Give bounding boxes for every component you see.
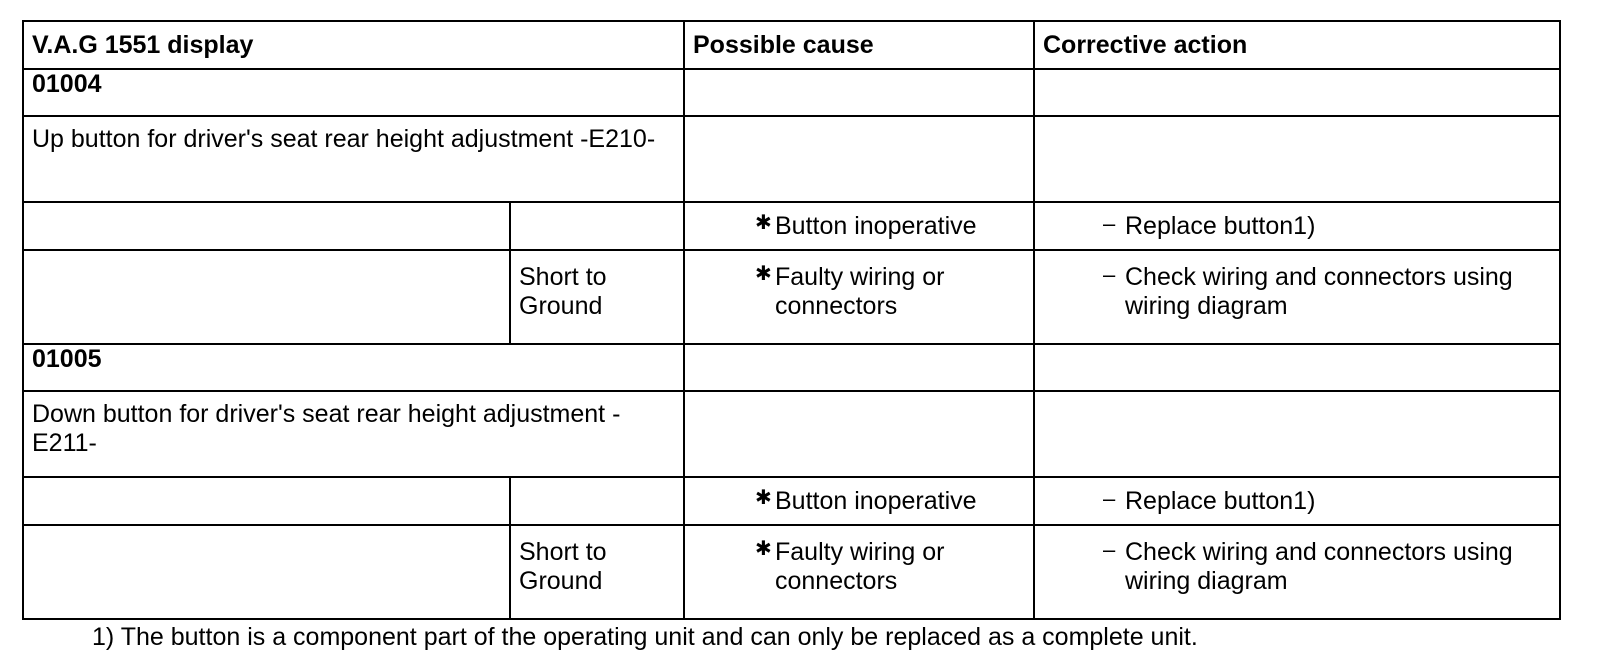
dash-icon: – — [1103, 537, 1116, 562]
table-row — [23, 477, 1560, 525]
bullet-icon: ✱ — [755, 486, 772, 509]
condition-cell: Short to Ground — [510, 250, 684, 344]
action-cell — [1034, 525, 1560, 619]
empty-cell — [1034, 391, 1560, 477]
empty-cell — [684, 116, 1034, 202]
cause-cell — [684, 250, 1034, 344]
empty-cell — [684, 69, 1034, 116]
fault-description: Down button for driver's seat rear height adjustment -E211- — [23, 391, 684, 477]
bullet-icon: ✱ — [755, 263, 772, 285]
diagnostic-table — [22, 20, 1561, 620]
empty-cell — [1034, 344, 1560, 391]
action-text: Check wiring and connectors using wiring diagram — [1125, 263, 1513, 320]
fault-code-row — [23, 69, 1560, 116]
dash-icon: – — [1103, 485, 1116, 511]
action-cell — [1034, 477, 1560, 525]
fault-description-row — [23, 116, 1560, 202]
dash-icon: – — [1103, 262, 1116, 287]
fault-description-row — [23, 391, 1560, 477]
fault-description: Up button for driver's seat rear height adjustment -E210- — [23, 116, 684, 202]
empty-cell — [684, 391, 1034, 477]
action-text: Check wiring and connectors using wiring diagram — [1125, 538, 1513, 595]
footnote: 1) The button is a component part of the operating unit and can only be replaced as a complete unit. — [92, 623, 1198, 651]
cause-cell — [684, 525, 1034, 619]
empty-cell — [23, 525, 510, 619]
action-cell — [1034, 202, 1560, 250]
dash-icon: – — [1103, 210, 1116, 236]
cause-text: Faulty wiring or connectors — [775, 538, 945, 595]
empty-cell — [23, 250, 510, 344]
empty-cell — [684, 344, 1034, 391]
table-row — [23, 250, 1560, 344]
condition-cell — [510, 477, 684, 525]
action-text: Replace button1) — [1125, 211, 1316, 240]
empty-cell — [1034, 69, 1560, 116]
condition-cell — [510, 202, 684, 250]
fault-code-row — [23, 344, 1560, 391]
action-text: Replace button1) — [1125, 486, 1316, 515]
condition-cell: Short to Ground — [510, 525, 684, 619]
fault-code: 01004 — [23, 69, 684, 116]
header-cause: Possible cause — [684, 21, 1034, 69]
header-row — [23, 21, 1560, 69]
cause-cell — [684, 477, 1034, 525]
empty-cell — [23, 477, 510, 525]
cause-text: Faulty wiring or connectors — [775, 263, 945, 320]
header-display: V.A.G 1551 display — [23, 21, 684, 69]
fault-code: 01005 — [23, 344, 684, 391]
action-cell — [1034, 250, 1560, 344]
cause-text: Button inoperative — [775, 486, 977, 515]
cause-text: Button inoperative — [775, 211, 977, 240]
empty-cell — [1034, 116, 1560, 202]
bullet-icon: ✱ — [755, 211, 772, 234]
table-row — [23, 202, 1560, 250]
cause-cell — [684, 202, 1034, 250]
header-action: Corrective action — [1034, 21, 1560, 69]
table-row — [23, 525, 1560, 619]
empty-cell — [23, 202, 510, 250]
bullet-icon: ✱ — [755, 538, 772, 560]
